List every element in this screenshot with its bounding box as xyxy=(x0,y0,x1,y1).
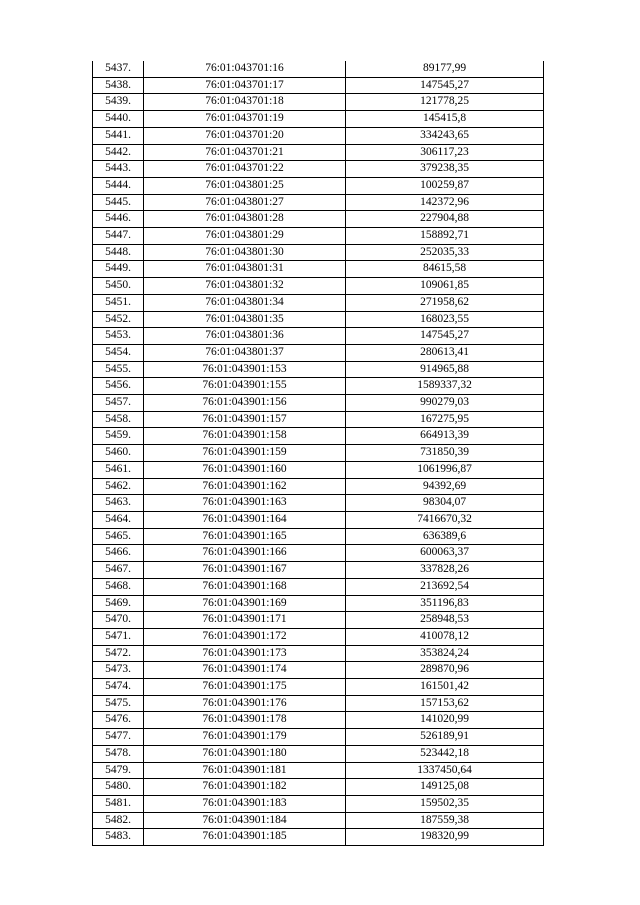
cadastral-number-cell: 76:01:043801:31 xyxy=(144,261,346,278)
table-row xyxy=(93,729,544,746)
table-row xyxy=(93,461,544,478)
cadastral-number-cell: 76:01:043801:35 xyxy=(144,311,346,328)
row-number-cell: 5457. xyxy=(93,395,144,412)
row-number-cell: 5437. xyxy=(93,61,144,77)
table-row xyxy=(93,645,544,662)
value-cell: 94392,69 xyxy=(346,478,544,495)
table-row xyxy=(93,829,544,846)
table-row xyxy=(93,495,544,512)
table-row xyxy=(93,261,544,278)
cadastral-number-cell: 76:01:043901:174 xyxy=(144,662,346,679)
table-row xyxy=(93,144,544,161)
value-cell: 198320,99 xyxy=(346,829,544,846)
table-row xyxy=(93,595,544,612)
value-cell: 351196,83 xyxy=(346,595,544,612)
cadastral-number-cell: 76:01:043801:36 xyxy=(144,328,346,345)
row-number-cell: 5478. xyxy=(93,745,144,762)
row-number-cell: 5455. xyxy=(93,361,144,378)
cadastral-number-cell: 76:01:043801:28 xyxy=(144,211,346,228)
value-cell: 636389,6 xyxy=(346,528,544,545)
value-cell: 98304,07 xyxy=(346,495,544,512)
table-row xyxy=(93,161,544,178)
value-cell: 1589337,32 xyxy=(346,378,544,395)
value-cell: 157153,62 xyxy=(346,695,544,712)
table-row xyxy=(93,328,544,345)
value-cell: 141020,99 xyxy=(346,712,544,729)
cadastral-number-cell: 76:01:043901:169 xyxy=(144,595,346,612)
row-number-cell: 5480. xyxy=(93,779,144,796)
row-number-cell: 5470. xyxy=(93,612,144,629)
row-number-cell: 5451. xyxy=(93,294,144,311)
table-row xyxy=(93,94,544,111)
row-number-cell: 5456. xyxy=(93,378,144,395)
cadastral-number-cell: 76:01:043801:30 xyxy=(144,244,346,261)
table-row xyxy=(93,628,544,645)
value-cell: 410078,12 xyxy=(346,628,544,645)
value-cell: 100259,87 xyxy=(346,177,544,194)
table-row xyxy=(93,478,544,495)
row-number-cell: 5448. xyxy=(93,244,144,261)
value-cell: 990279,03 xyxy=(346,395,544,412)
cadastral-number-cell: 76:01:043901:185 xyxy=(144,829,346,846)
cadastral-number-cell: 76:01:043901:158 xyxy=(144,428,346,445)
value-cell: 121778,25 xyxy=(346,94,544,111)
table-row xyxy=(93,712,544,729)
value-cell: 379238,35 xyxy=(346,161,544,178)
row-number-cell: 5483. xyxy=(93,829,144,846)
table-row xyxy=(93,762,544,779)
value-cell: 142372,96 xyxy=(346,194,544,211)
table-row xyxy=(93,211,544,228)
cadastral-number-cell: 76:01:043901:168 xyxy=(144,578,346,595)
cadastral-number-cell: 76:01:043801:34 xyxy=(144,294,346,311)
row-number-cell: 5479. xyxy=(93,762,144,779)
cadastral-number-cell: 76:01:043901:167 xyxy=(144,562,346,579)
cadastral-number-cell: 76:01:043901:178 xyxy=(144,712,346,729)
row-number-cell: 5469. xyxy=(93,595,144,612)
cadastral-number-cell: 76:01:043901:156 xyxy=(144,395,346,412)
table-row xyxy=(93,395,544,412)
table-row xyxy=(93,228,544,245)
value-cell: 280613,41 xyxy=(346,344,544,361)
value-cell: 158892,71 xyxy=(346,228,544,245)
value-cell: 1061996,87 xyxy=(346,461,544,478)
table-row xyxy=(93,812,544,829)
row-number-cell: 5438. xyxy=(93,77,144,94)
table-row xyxy=(93,528,544,545)
cadastral-number-cell: 76:01:043901:165 xyxy=(144,528,346,545)
cadastral-number-cell: 76:01:043901:166 xyxy=(144,545,346,562)
value-cell: 526189,91 xyxy=(346,729,544,746)
table-row xyxy=(93,194,544,211)
cadastral-number-cell: 76:01:043801:25 xyxy=(144,177,346,194)
value-cell: 168023,55 xyxy=(346,311,544,328)
row-number-cell: 5476. xyxy=(93,712,144,729)
value-cell: 84615,58 xyxy=(346,261,544,278)
cadastral-number-cell: 76:01:043901:181 xyxy=(144,762,346,779)
row-number-cell: 5464. xyxy=(93,511,144,528)
row-number-cell: 5445. xyxy=(93,194,144,211)
table-row xyxy=(93,545,544,562)
table-row xyxy=(93,612,544,629)
value-cell: 334243,65 xyxy=(346,127,544,144)
row-number-cell: 5441. xyxy=(93,127,144,144)
row-number-cell: 5463. xyxy=(93,495,144,512)
cadastral-number-cell: 76:01:043901:171 xyxy=(144,612,346,629)
cadastral-number-cell: 76:01:043901:180 xyxy=(144,745,346,762)
cadastral-number-cell: 76:01:043901:163 xyxy=(144,495,346,512)
row-number-cell: 5454. xyxy=(93,344,144,361)
value-cell: 149125,08 xyxy=(346,779,544,796)
value-cell: 289870,96 xyxy=(346,662,544,679)
value-cell: 523442,18 xyxy=(346,745,544,762)
row-number-cell: 5474. xyxy=(93,679,144,696)
cadastral-number-cell: 76:01:043901:157 xyxy=(144,411,346,428)
table-row xyxy=(93,111,544,128)
cadastral-number-cell: 76:01:043901:183 xyxy=(144,795,346,812)
table-row xyxy=(93,428,544,445)
cadastral-number-cell: 76:01:043901:176 xyxy=(144,695,346,712)
value-cell: 89177,99 xyxy=(346,61,544,77)
cadastral-number-cell: 76:01:043901:182 xyxy=(144,779,346,796)
row-number-cell: 5453. xyxy=(93,328,144,345)
row-number-cell: 5472. xyxy=(93,645,144,662)
cadastral-number-cell: 76:01:043901:159 xyxy=(144,445,346,462)
row-number-cell: 5461. xyxy=(93,461,144,478)
value-cell: 271958,62 xyxy=(346,294,544,311)
row-number-cell: 5449. xyxy=(93,261,144,278)
value-cell: 353824,24 xyxy=(346,645,544,662)
value-cell: 306117,23 xyxy=(346,144,544,161)
cadastral-number-cell: 76:01:043901:162 xyxy=(144,478,346,495)
value-cell: 7416670,32 xyxy=(346,511,544,528)
table-row xyxy=(93,244,544,261)
cadastral-number-cell: 76:01:043901:173 xyxy=(144,645,346,662)
row-number-cell: 5442. xyxy=(93,144,144,161)
cadastral-number-cell: 76:01:043801:32 xyxy=(144,278,346,295)
value-cell: 664913,39 xyxy=(346,428,544,445)
row-number-cell: 5465. xyxy=(93,528,144,545)
row-number-cell: 5440. xyxy=(93,111,144,128)
cadastral-number-cell: 76:01:043901:184 xyxy=(144,812,346,829)
table-row xyxy=(93,61,544,77)
value-cell: 147545,27 xyxy=(346,328,544,345)
table-row xyxy=(93,311,544,328)
table-row xyxy=(93,562,544,579)
row-number-cell: 5439. xyxy=(93,94,144,111)
row-number-cell: 5462. xyxy=(93,478,144,495)
value-cell: 187559,38 xyxy=(346,812,544,829)
row-number-cell: 5482. xyxy=(93,812,144,829)
row-number-cell: 5471. xyxy=(93,628,144,645)
row-number-cell: 5450. xyxy=(93,278,144,295)
value-cell: 147545,27 xyxy=(346,77,544,94)
value-cell: 337828,26 xyxy=(346,562,544,579)
value-cell: 731850,39 xyxy=(346,445,544,462)
table-row xyxy=(93,127,544,144)
table-row xyxy=(93,578,544,595)
row-number-cell: 5452. xyxy=(93,311,144,328)
table-row xyxy=(93,344,544,361)
cadastral-number-cell: 76:01:043701:21 xyxy=(144,144,346,161)
cadastral-number-cell: 76:01:043701:19 xyxy=(144,111,346,128)
cadastral-number-cell: 76:01:043801:29 xyxy=(144,228,346,245)
value-cell: 145415,8 xyxy=(346,111,544,128)
cadastral-number-cell: 76:01:043701:18 xyxy=(144,94,346,111)
value-cell: 227904,88 xyxy=(346,211,544,228)
row-number-cell: 5467. xyxy=(93,562,144,579)
table-row xyxy=(93,294,544,311)
row-number-cell: 5475. xyxy=(93,695,144,712)
row-number-cell: 5444. xyxy=(93,177,144,194)
cadastral-number-cell: 76:01:043701:22 xyxy=(144,161,346,178)
row-number-cell: 5477. xyxy=(93,729,144,746)
row-number-cell: 5446. xyxy=(93,211,144,228)
table-row xyxy=(93,679,544,696)
row-number-cell: 5460. xyxy=(93,445,144,462)
value-cell: 167275,95 xyxy=(346,411,544,428)
value-cell: 159502,35 xyxy=(346,795,544,812)
cadastral-number-cell: 76:01:043801:27 xyxy=(144,194,346,211)
cadastral-number-cell: 76:01:043701:20 xyxy=(144,127,346,144)
cadastral-number-cell: 76:01:043901:179 xyxy=(144,729,346,746)
table-row xyxy=(93,77,544,94)
row-number-cell: 5458. xyxy=(93,411,144,428)
value-cell: 161501,42 xyxy=(346,679,544,696)
row-number-cell: 5468. xyxy=(93,578,144,595)
cadastral-number-cell: 76:01:043901:153 xyxy=(144,361,346,378)
cadastral-number-cell: 76:01:043701:16 xyxy=(144,61,346,77)
cadastral-number-cell: 76:01:043901:172 xyxy=(144,628,346,645)
row-number-cell: 5443. xyxy=(93,161,144,178)
row-number-cell: 5447. xyxy=(93,228,144,245)
cadastral-number-cell: 76:01:043901:175 xyxy=(144,679,346,696)
cadastral-number-cell: 76:01:043701:17 xyxy=(144,77,346,94)
value-cell: 252035,33 xyxy=(346,244,544,261)
value-cell: 213692,54 xyxy=(346,578,544,595)
value-cell: 600063,37 xyxy=(346,545,544,562)
cadastral-number-cell: 76:01:043801:37 xyxy=(144,344,346,361)
table-row xyxy=(93,411,544,428)
row-number-cell: 5459. xyxy=(93,428,144,445)
table-row xyxy=(93,795,544,812)
value-cell: 258948,53 xyxy=(346,612,544,629)
table-row xyxy=(93,445,544,462)
cadastral-value-table xyxy=(92,61,544,846)
table-row xyxy=(93,361,544,378)
table-body xyxy=(93,61,544,846)
table-row xyxy=(93,177,544,194)
table-row xyxy=(93,745,544,762)
table-row xyxy=(93,278,544,295)
table-row xyxy=(93,695,544,712)
cadastral-number-cell: 76:01:043901:155 xyxy=(144,378,346,395)
row-number-cell: 5481. xyxy=(93,795,144,812)
table-row xyxy=(93,662,544,679)
table-row xyxy=(93,779,544,796)
value-cell: 1337450,64 xyxy=(346,762,544,779)
cadastral-number-cell: 76:01:043901:164 xyxy=(144,511,346,528)
cadastral-number-cell: 76:01:043901:160 xyxy=(144,461,346,478)
row-number-cell: 5466. xyxy=(93,545,144,562)
value-cell: 914965,88 xyxy=(346,361,544,378)
table-row xyxy=(93,378,544,395)
value-cell: 109061,85 xyxy=(346,278,544,295)
table-row xyxy=(93,511,544,528)
row-number-cell: 5473. xyxy=(93,662,144,679)
